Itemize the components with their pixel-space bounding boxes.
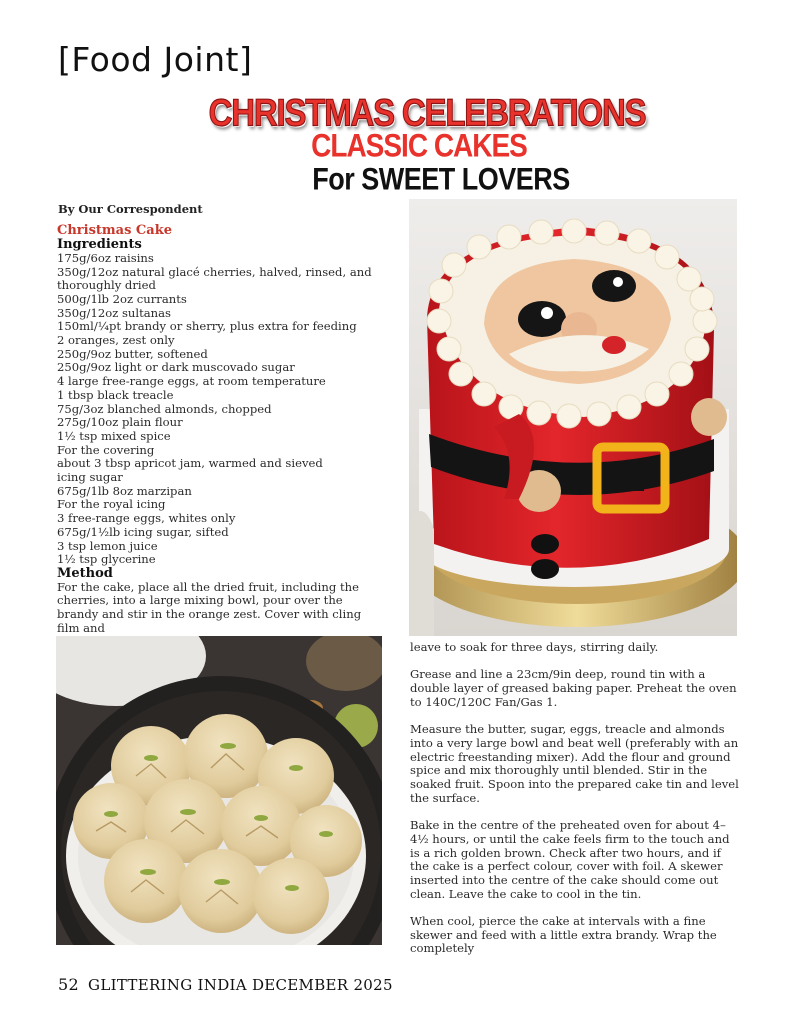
- headline-line-1: CHRISTMAS CELEBRATIONS: [208, 91, 646, 134]
- nankhatai-cookies-photo: [56, 636, 382, 945]
- cookies-illustration: [56, 636, 382, 945]
- ingredient-line: 250g/9oz light or dark muscovado sugar: [57, 360, 295, 375]
- method-paragraph-1: leave to soak for three days, stirring daily.: [410, 640, 659, 654]
- ingredient-line: 350g/12oz natural glacé cherries, halved, rinsed, and: [57, 264, 372, 279]
- ingredient-line: 250g/9oz butter, softened: [57, 346, 208, 361]
- ingredient-line: 675g/1½lb icing sugar, sifted: [57, 524, 229, 539]
- left-column: [57, 224, 387, 636]
- santa-cake-illustration: [409, 199, 737, 636]
- recipe-title: Christmas Cake: [57, 223, 172, 238]
- ingredient-line: 675g/1lb 8oz marzipan: [57, 483, 192, 498]
- method-paragraph-2: Grease and line a 23cm/9in deep, round tin with a double layer of greased baking paper. Preheat the oven to 140C/120C Fan/Gas 1.: [410, 667, 737, 709]
- ingredient-line: icing sugar: [57, 470, 123, 485]
- ingredient-line: 500g/1lb 2oz currants: [57, 291, 187, 306]
- method-paragraph-4: Bake in the centre of the preheated oven for about 4–4½ hours, or until the cake feels firm to the touch and is a rich golden brown. Check after two hours, and if the cake is a perfect colour, cover with foil. A skewer inserted into the centre of the cake should come out clean. Leave the cake to cool in the tin.: [410, 818, 730, 901]
- headline-line-2: CLASSIC CAKES: [311, 127, 527, 164]
- ingredient-line: 3 tsp lemon juice: [57, 538, 158, 553]
- ingredient-line: 275g/10oz plain flour: [57, 415, 183, 430]
- right-column: [410, 641, 740, 970]
- ingredient-line: 3 free-range eggs, whites only: [57, 511, 236, 526]
- method-intro: For the cake, place all the dried fruit, including the cherries, into a large mixing bowl, pour over the brandy and stir in the orange zest. Cover with cling film and: [57, 579, 362, 635]
- method-paragraph-5: When cool, pierce the cake at intervals with a fine skewer and feed with a little extra brandy. Wrap the completely: [410, 914, 717, 956]
- ingredient-line: about 3 tbsp apricot jam, warmed and sieved: [57, 456, 323, 471]
- page-number: 52: [58, 975, 79, 994]
- ingredient-line: 1 tbsp black treacle: [57, 387, 174, 402]
- santa-cake-photo: [409, 199, 737, 636]
- ingredient-line: For the covering: [57, 442, 155, 457]
- ingredient-line: 150ml/¼pt brandy or sherry, plus extra for feeding: [57, 319, 357, 334]
- ingredients-list: [57, 252, 387, 567]
- page-footer: [58, 975, 393, 994]
- ingredient-line: 1½ tsp glycerine: [57, 552, 156, 567]
- ingredient-line: 175g/6oz raisins: [57, 250, 154, 265]
- ingredient-line: 75g/3oz blanched almonds, chopped: [57, 401, 272, 416]
- ingredient-line: 350g/12oz sultanas: [57, 305, 172, 320]
- method-paragraph-3: Measure the butter, sugar, eggs, treacle and almonds into a very large bowl and beat well (preferably with an electric freestanding mixer). Add the flour and ground spice and mix thoroughly until blended. Stir in the soaked fruit. Spoon into the prepared cake tin and level the surface.: [410, 722, 739, 805]
- byline: By Our Correspondent: [58, 202, 203, 216]
- headline-line-3: For SWEET LOVERS: [312, 161, 570, 197]
- ingredient-line: 2 oranges, zest only: [57, 333, 175, 348]
- ingredients-heading: Ingredients: [57, 237, 142, 252]
- section-label: [Food Joint]: [58, 40, 253, 79]
- ingredient-line: 4 large free-range eggs, at room temperature: [57, 374, 326, 389]
- ingredient-line: 1½ tsp mixed spice: [57, 428, 171, 443]
- publication-name: GLITTERING INDIA DECEMBER 2025: [88, 976, 393, 994]
- ingredient-line: For the royal icing: [57, 497, 166, 512]
- method-heading: Method: [57, 565, 113, 581]
- ingredient-line: thoroughly dried: [57, 278, 156, 293]
